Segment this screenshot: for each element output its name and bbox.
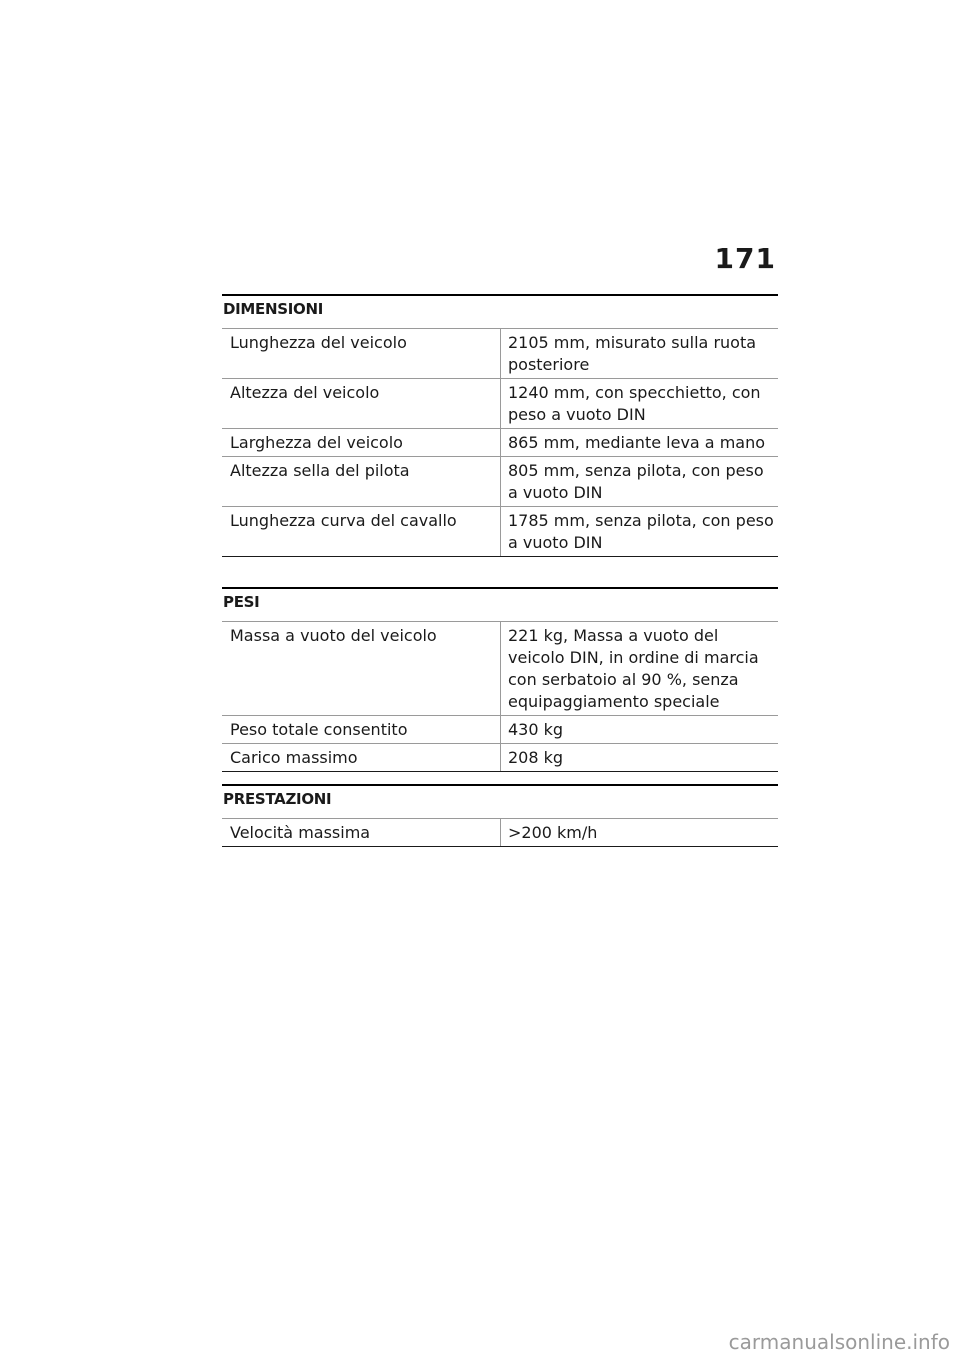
section-performance — [222, 784, 778, 847]
spec-label: Lunghezza curva del cavallo — [222, 507, 501, 557]
spec-table-weights — [222, 621, 778, 772]
spec-value: 805 mm, senza pilota, con peso a vuoto DIN — [501, 457, 779, 507]
section-title: PRESTAZIONI — [223, 790, 332, 808]
table-row — [222, 429, 778, 457]
spec-table-performance — [222, 818, 778, 847]
table-row — [222, 507, 778, 557]
spec-value: 208 kg — [501, 744, 779, 772]
table-row — [222, 379, 778, 429]
spec-value: >200 km/h — [501, 819, 779, 847]
section-weights — [222, 587, 778, 772]
section-title: PESI — [223, 593, 260, 611]
page-number: 171 — [714, 242, 776, 275]
spec-label: Larghezza del veicolo — [222, 429, 501, 457]
spec-label: Carico massimo — [222, 744, 501, 772]
table-row — [222, 329, 778, 379]
spec-value: 865 mm, mediante leva a mano — [501, 429, 779, 457]
spec-label: Massa a vuoto del veicolo — [222, 622, 501, 716]
spec-label: Altezza sella del pilota — [222, 457, 501, 507]
table-row — [222, 744, 778, 772]
section-dimensions — [222, 294, 778, 557]
spec-value: 221 kg, Massa a vuoto del veicolo DIN, in ordine di marcia con serbatoio al 90 %, senza equipaggiamento speciale — [501, 622, 779, 716]
spec-table-dimensions — [222, 328, 778, 557]
watermark: carmanualsonline.info — [728, 1330, 950, 1354]
table-row — [222, 819, 778, 847]
spec-label: Lunghezza del veicolo — [222, 329, 501, 379]
spec-label: Peso totale consentito — [222, 716, 501, 744]
spec-value: 2105 mm, misurato sulla ruota posteriore — [501, 329, 779, 379]
spec-value: 1240 mm, con specchietto, con peso a vuoto DIN — [501, 379, 779, 429]
table-row — [222, 716, 778, 744]
spec-label: Altezza del veicolo — [222, 379, 501, 429]
table-row — [222, 457, 778, 507]
spec-label: Velocità massima — [222, 819, 501, 847]
table-row — [222, 622, 778, 716]
section-title: DIMENSIONI — [223, 300, 324, 318]
spec-value: 430 kg — [501, 716, 779, 744]
spec-value: 1785 mm, senza pilota, con peso a vuoto DIN — [501, 507, 779, 557]
